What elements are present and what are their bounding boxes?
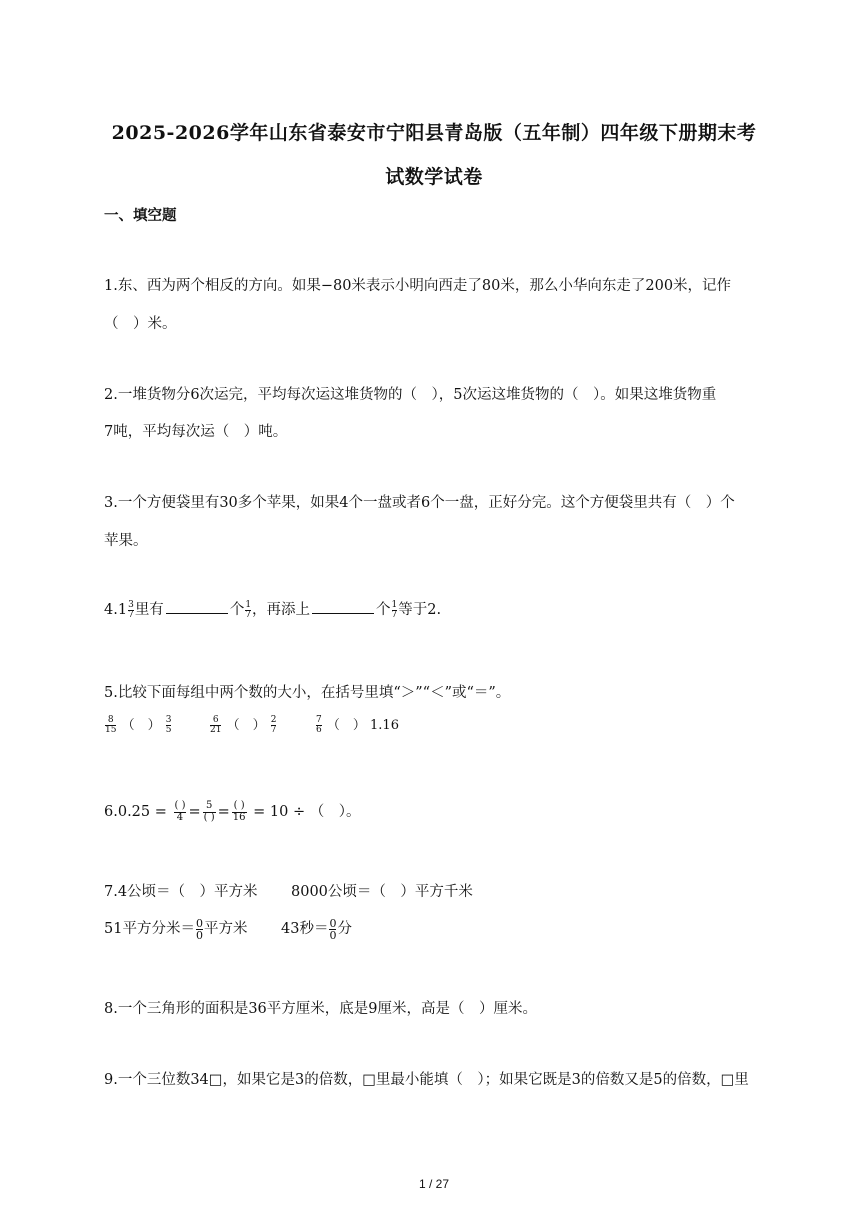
- q6-tail: = 10 ÷ （ ）。: [253, 804, 361, 820]
- q6-f1-num[interactable]: ( ): [174, 800, 186, 811]
- q5-c2-b-num: 2: [270, 715, 277, 725]
- q7-d-fraction[interactable]: [329, 918, 336, 941]
- q6-eq-1: =: [188, 804, 201, 820]
- q5-c2-b-den: 7: [270, 725, 277, 735]
- q6-f2-den[interactable]: ( ): [203, 811, 215, 823]
- q6-start: 0.25 =: [117, 804, 167, 820]
- q6-eq-2: =: [217, 804, 230, 820]
- q7-d-suffix: 分: [337, 921, 352, 937]
- q7-c-fraction[interactable]: [196, 918, 203, 941]
- q5-c3-left-fraction: [316, 716, 322, 735]
- question-4: [104, 598, 441, 620]
- q4-text-5: 等于2.: [398, 602, 442, 618]
- question-7-part-b: 8000公顷＝（ ）平方千米: [291, 884, 473, 900]
- q7-c-num: 0: [195, 916, 203, 930]
- question-2-line-1: 2.一堆货物分6次运完，平均每次运这堆货物的（ ），5次运这堆货物的（ ）。如果这堆货物重: [104, 387, 717, 403]
- q5-c3-a-num: 7: [316, 715, 322, 725]
- q5-c1-right-fraction: [166, 716, 172, 735]
- question-5-line-1: 5.比较下面每组中两个数的大小，在括号里填“＞”“＜”或“＝”。: [104, 685, 511, 701]
- q5-compare-2: [209, 714, 277, 735]
- q6-fraction-1: [174, 801, 187, 823]
- q4-f2-denominator: 7: [245, 609, 252, 620]
- q5-c1-a-num: 8: [105, 716, 116, 726]
- q5-c2-left-fraction: [210, 716, 221, 735]
- q4-fraction-3: [392, 601, 398, 620]
- q7-d-prefix: 43秒＝: [281, 921, 329, 937]
- q7-c-suffix: 平方米: [203, 921, 248, 937]
- q7-c-den: 0: [195, 928, 203, 942]
- q5-c3-paren[interactable]: （ ）: [326, 718, 366, 733]
- q7-d-num: 0: [329, 916, 337, 930]
- q5-c3-a-den: 6: [316, 725, 322, 735]
- q4-text-3: ，再添上: [252, 602, 311, 618]
- q6-fraction-3: [232, 801, 247, 823]
- q6-f3-den: 16: [232, 811, 246, 823]
- question-7-part-a: 7.4公顷＝（ ）平方米: [104, 884, 258, 900]
- q6-f2-num: 5: [203, 801, 216, 813]
- q5-c1-b-num: 3: [165, 715, 172, 725]
- q6-f3-num[interactable]: ( ): [233, 800, 245, 811]
- question-8: 8.一个三角形的面积是36平方厘米，底是9厘米，高是（ ）厘米。: [104, 1001, 538, 1017]
- q5-c2-right-fraction: [271, 716, 277, 735]
- question-3-line-1: 3.一个方便袋里有30多个苹果，如果4个一盘或者6个一盘，正好分完。这个方便袋里共有（ ）个: [104, 495, 735, 511]
- section-heading-fill-blank: 一、填空题: [104, 207, 177, 224]
- question-1-line-2: （ ）米。: [104, 316, 177, 332]
- question-7-part-c: [104, 917, 247, 941]
- q6-fraction-2: [203, 801, 216, 823]
- q5-c3-right-value: 1.16: [370, 718, 399, 733]
- q4-prefix: 4.: [104, 602, 118, 618]
- q4-blank-2[interactable]: [312, 599, 374, 614]
- question-3-line-2: 苹果。: [104, 533, 148, 549]
- q4-fraction-2: [245, 601, 251, 620]
- q4-f1-denominator: 7: [128, 609, 134, 620]
- q6-prefix: 6.: [104, 804, 118, 820]
- question-6: [104, 800, 360, 823]
- exam-title-line1: 2025-2026学年山东省泰安市宁阳县青岛版（五年制）四年级下册期末考: [111, 122, 757, 144]
- page-number: 1 / 27: [418, 1177, 450, 1191]
- q7-d-den: 0: [329, 928, 337, 942]
- question-2-line-2: 7吨，平均每次运（ ）吨。: [104, 424, 288, 440]
- q4-text-1: 里有: [134, 602, 164, 618]
- q7-c-prefix: 51平方分米＝: [104, 921, 195, 937]
- q6-f1-den: 4: [176, 811, 184, 823]
- q4-fraction-1: [128, 601, 134, 620]
- q4-text-4: 个: [376, 602, 391, 618]
- q4-blank-1[interactable]: [166, 599, 228, 614]
- q5-c2-a-den: 21: [210, 725, 222, 735]
- q4-mixed-whole: 1: [117, 602, 128, 618]
- exam-title-line2: 试数学试卷: [385, 166, 483, 188]
- q5-c1-paren[interactable]: （ ）: [121, 718, 161, 733]
- question-1-line-1: 1.东、西为两个相反的方向。如果−80米表示小明向西走了80米，那么小华向东走了200米，记作: [104, 278, 732, 294]
- question-7-part-d: [281, 917, 352, 941]
- q4-f2-numerator: 1: [245, 599, 252, 610]
- question-9-line-1: 9.一个三位数34□，如果它是3的倍数，□里最小能填（ ）；如果它既是3的倍数又是5的倍数，□里: [104, 1072, 749, 1088]
- q5-c1-a-den: 15: [105, 725, 117, 735]
- q5-compare-3: [315, 714, 399, 735]
- q4-f3-denominator: 7: [391, 609, 398, 620]
- q5-compare-1: [104, 714, 172, 735]
- q5-c1-left-fraction: [105, 716, 116, 735]
- q4-f1-numerator: 3: [128, 599, 134, 610]
- q5-c1-b-den: 5: [165, 725, 172, 735]
- q5-c2-paren[interactable]: （ ）: [226, 718, 266, 733]
- q4-text-2: 个: [229, 602, 245, 618]
- q5-c2-a-num: 6: [210, 716, 221, 726]
- q4-f3-numerator: 1: [391, 599, 398, 610]
